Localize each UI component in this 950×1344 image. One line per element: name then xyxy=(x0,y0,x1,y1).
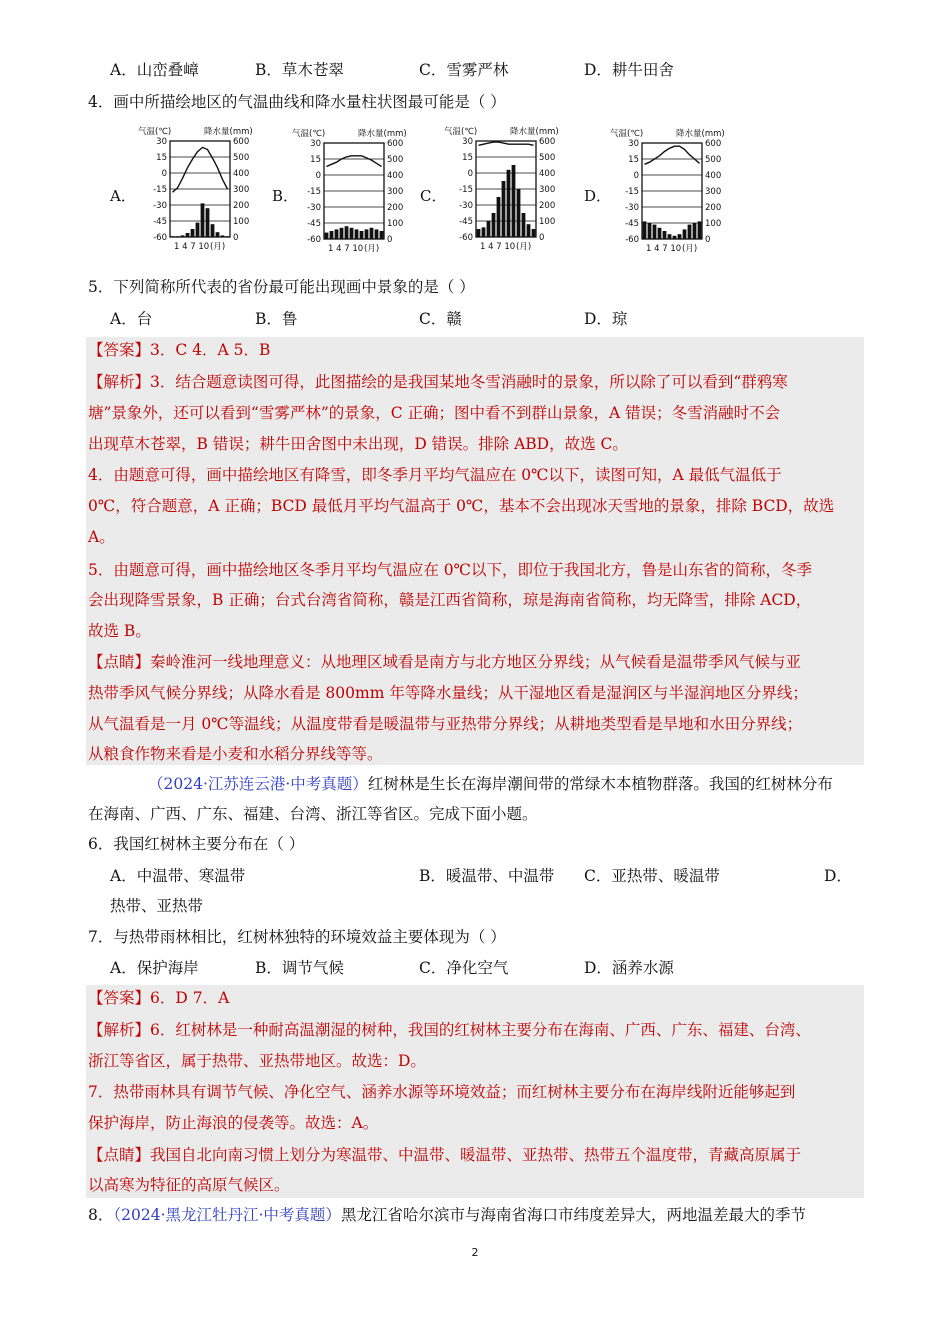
header-precip: 降水量(mm) xyxy=(676,129,725,139)
precip-bar xyxy=(340,228,344,239)
precip-bar xyxy=(201,203,205,237)
header-precip: 降水量(mm) xyxy=(204,127,253,137)
precip-bar xyxy=(673,236,677,239)
y-tick-temp: 30 xyxy=(310,139,321,149)
precip-bar xyxy=(345,226,349,239)
y-tick-precip: 400 xyxy=(233,169,250,179)
precip-bar xyxy=(186,233,190,237)
q4-question: 4．画中所描绘地区的气温曲线和降水量柱状图最可能是（ ） xyxy=(88,93,506,111)
y-tick-precip: 600 xyxy=(705,139,722,149)
precip-bar xyxy=(532,229,536,237)
precip-bar xyxy=(330,231,334,239)
analysis-line: 【解析】6．红树林是一种耐高温潮湿的树种，我国的红树林主要分布在海南、广西、广东、福建、台湾、 xyxy=(88,1021,811,1039)
comment-line: 从气温看是一月 0℃等温线；从温度带看是暖温带与亚热带分界线；从耕地类型看是旱地和水田分界线； xyxy=(88,715,803,733)
y-tick-precip: 0 xyxy=(387,235,393,245)
y-tick-precip: 200 xyxy=(233,201,250,211)
page-number: 2 xyxy=(471,1246,479,1259)
source-tag: （2024·黑龙江牡丹江·中考真题） xyxy=(113,1206,341,1224)
y-tick-precip: 300 xyxy=(705,187,722,197)
precip-bar xyxy=(206,208,210,237)
y-tick-precip: 500 xyxy=(539,153,556,163)
y-tick-temp: 0 xyxy=(315,171,321,181)
precip-bar xyxy=(653,225,657,239)
x-ticks: 1 4 7 10 xyxy=(480,242,516,252)
y-tick-temp: 0 xyxy=(161,169,167,179)
analysis-line: 会出现降雪景象，B 正确；台式台湾省简称，赣是江西省简称，琼是海南省简称，均无降雪，排除 ACD， xyxy=(88,591,812,609)
q6-option-d-text: 热带、亚热带 xyxy=(110,897,204,915)
q5-option-b: B．鲁 xyxy=(255,310,298,328)
y-tick-temp: 30 xyxy=(462,137,473,147)
comment-line: 以高寒为特征的高原气候区。 xyxy=(88,1176,290,1194)
precip-bar xyxy=(522,213,526,237)
analysis-line: 【解析】3．结合题意读图可得，此图描绘的是我国某地冬雪消融时的景象，所以除了可以看到“群鸦寒 xyxy=(88,373,788,391)
precip-bar xyxy=(335,229,339,239)
y-tick-temp: -60 xyxy=(625,235,639,245)
precip-bar xyxy=(171,236,175,237)
y-tick-temp: -30 xyxy=(307,203,321,213)
q6-question: 6．我国红树林主要分布在（ ） xyxy=(88,835,305,853)
y-tick-temp: -15 xyxy=(459,185,473,195)
analysis-line: 故选 B。 xyxy=(88,622,151,640)
q7-option-c: C．净化空气 xyxy=(419,959,509,977)
precip-bar xyxy=(668,234,672,239)
comment-line: 从粮食作物来看是小麦和水稻分界线等等。 xyxy=(88,745,383,763)
precip-bar xyxy=(507,170,511,237)
precip-bar xyxy=(226,236,230,237)
y-tick-temp: 15 xyxy=(156,153,167,163)
precip-bar xyxy=(517,189,521,237)
y-tick-precip: 200 xyxy=(705,203,722,213)
precip-bar xyxy=(375,229,379,239)
q8-question xyxy=(88,1205,806,1225)
y-tick-temp: 0 xyxy=(633,171,639,181)
precip-bar xyxy=(688,225,692,239)
temperature-line xyxy=(479,142,534,145)
y-tick-temp: 30 xyxy=(628,139,639,149)
precip-bar xyxy=(663,231,667,239)
y-tick-precip: 500 xyxy=(705,155,722,165)
precip-bar xyxy=(325,233,329,239)
temperature-line xyxy=(173,147,228,192)
y-tick-precip: 0 xyxy=(539,233,545,243)
analysis-line: 7．热带雨林具有调节气候、净化空气、涵养水源等环境效益；而红树林主要分布在海岸线附近能够起到 xyxy=(88,1083,796,1101)
x-unit: (月) xyxy=(210,242,226,252)
y-tick-temp: -15 xyxy=(307,187,321,197)
precip-bar xyxy=(497,197,501,237)
y-tick-temp: 15 xyxy=(462,153,473,163)
temperature-line xyxy=(327,156,382,167)
y-tick-temp: -60 xyxy=(459,233,473,243)
y-tick-precip: 100 xyxy=(539,217,556,227)
q3-option-b: B．草木苍翠 xyxy=(255,61,344,79)
q6-option-a: A．中温带、寒温带 xyxy=(110,867,246,885)
q6-option-c: C．亚热带、暖温带 xyxy=(584,867,720,885)
y-tick-temp: -60 xyxy=(307,235,321,245)
y-tick-precip: 500 xyxy=(387,155,404,165)
y-tick-temp: 15 xyxy=(628,155,639,165)
y-tick-temp: -15 xyxy=(625,187,639,197)
q6-option-d: D． xyxy=(824,867,852,885)
q7-option-b: B．调节气候 xyxy=(255,959,344,977)
precip-bar xyxy=(487,221,491,237)
x-unit: (月) xyxy=(682,244,698,254)
y-tick-temp: -60 xyxy=(153,233,167,243)
y-tick-temp: -45 xyxy=(459,217,473,227)
climate-chart-c xyxy=(444,124,579,260)
header-precip: 降水量(mm) xyxy=(510,127,559,137)
climate-chart-a xyxy=(138,124,273,260)
precip-bar xyxy=(482,227,486,237)
y-tick-temp: 15 xyxy=(310,155,321,165)
precip-bar xyxy=(370,228,374,239)
comment-line: 【点睛】我国自北向南习惯上划分为寒温带、中温带、暖温带、亚热带、热带五个温度带，青藏高原属于 xyxy=(88,1146,802,1164)
y-tick-temp: -30 xyxy=(153,201,167,211)
y-tick-precip: 0 xyxy=(705,235,711,245)
header-temp: 气温(℃) xyxy=(292,129,326,139)
x-unit: (月) xyxy=(516,242,532,252)
precip-bar xyxy=(221,235,225,237)
precip-bar xyxy=(683,229,687,239)
q5-question: 5．下列简称所代表的省份最可能出现画中景象的是（ ） xyxy=(88,278,475,296)
y-tick-precip: 0 xyxy=(233,233,239,243)
q8-number: 8． xyxy=(88,1206,114,1224)
y-tick-precip: 200 xyxy=(539,201,556,211)
climate-chart-b xyxy=(292,126,427,262)
q6-option-b: B．暖温带、中温带 xyxy=(419,867,555,885)
precip-bar xyxy=(698,221,702,239)
y-tick-temp: 30 xyxy=(156,137,167,147)
q5-option-c: C．赣 xyxy=(419,310,462,328)
q8-text: 黑龙江省哈尔滨市与海南省海口市纬度差异大，两地温差最大的季节 xyxy=(340,1206,806,1224)
y-tick-temp: -30 xyxy=(625,203,639,213)
precip-bar xyxy=(658,228,662,239)
q7-option-d: D．涵养水源 xyxy=(584,959,674,977)
y-tick-temp: -45 xyxy=(153,217,167,227)
precip-bar xyxy=(365,229,369,239)
precip-bar xyxy=(181,235,185,237)
analysis-line: 0℃，符合题意，A 正确；BCD 最低月平均气温高于 0℃，基本不会出现冰天雪地的景象，排除 BCD，故选 xyxy=(88,497,835,515)
precip-bar xyxy=(693,223,697,239)
answer-line: 【答案】3．C 4．A 5．B xyxy=(88,341,271,359)
y-tick-precip: 100 xyxy=(233,217,250,227)
climate-chart-d xyxy=(610,126,745,262)
y-tick-precip: 500 xyxy=(233,153,250,163)
analysis-line: A。 xyxy=(88,528,115,546)
precip-bar xyxy=(492,213,496,237)
x-unit: (月) xyxy=(364,244,380,254)
precip-bar xyxy=(355,229,359,239)
y-tick-precip: 200 xyxy=(387,203,404,213)
y-tick-temp: 0 xyxy=(467,169,473,179)
precip-bar xyxy=(196,223,200,237)
precip-bar xyxy=(502,181,506,237)
q4-label-c: C． xyxy=(420,187,447,205)
precip-bar xyxy=(643,221,647,239)
y-tick-precip: 600 xyxy=(387,139,404,149)
intro-q6-cont: 在海南、广西、广东、福建、台湾、浙江等省区。完成下面小题。 xyxy=(88,805,538,823)
y-tick-precip: 400 xyxy=(387,171,404,181)
q4-label-b: B． xyxy=(272,187,299,205)
y-tick-precip: 600 xyxy=(233,137,250,147)
y-tick-temp: -15 xyxy=(153,185,167,195)
precip-bar xyxy=(678,234,682,239)
precip-bar xyxy=(176,236,180,237)
analysis-line: 5．由题意可得，画中描绘地区冬季月平均气温应在 0℃以下，即位于我国北方，鲁是山东省的简称，冬季 xyxy=(88,561,812,579)
y-tick-precip: 400 xyxy=(705,171,722,181)
precip-bar xyxy=(191,229,195,237)
precip-bar xyxy=(211,224,215,237)
intro-text: 红树林是生长在海岸潮间带的常绿木本植物群落。我国的红树林分布 xyxy=(367,775,833,793)
q3-option-a: A．山峦叠嶂 xyxy=(110,61,199,79)
intro-q6 xyxy=(148,774,833,794)
source-tag: （2024·江苏连云港·中考真题） xyxy=(148,775,368,793)
precip-bar xyxy=(477,229,481,237)
header-temp: 气温(℃) xyxy=(138,127,172,137)
precip-bar xyxy=(527,224,531,237)
q4-label-a: A． xyxy=(110,187,136,205)
x-ticks: 1 4 7 10 xyxy=(328,244,364,254)
precip-bar xyxy=(360,231,364,239)
y-tick-precip: 300 xyxy=(539,185,556,195)
header-temp: 气温(℃) xyxy=(610,129,644,139)
analysis-line: 4．由题意可得，画中描绘地区有降雪，即冬季月平均气温应在 0℃以下，读图可知，A 最低气温低于 xyxy=(88,466,782,484)
comment-line: 【点睛】秦岭淮河一线地理意义：从地理区域看是南方与北方地区分界线；从气候看是温带季风气候与亚 xyxy=(88,653,802,671)
y-tick-temp: -45 xyxy=(625,219,639,229)
q3-option-d: D．耕牛田舍 xyxy=(584,61,674,79)
y-tick-precip: 400 xyxy=(539,169,556,179)
q7-option-a: A．保护海岸 xyxy=(110,959,199,977)
q3-option-c: C．雪雾严林 xyxy=(419,61,509,79)
header-precip: 降水量(mm) xyxy=(358,129,407,139)
analysis-line: 保护海岸，防止海浪的侵袭等。故选：A。 xyxy=(88,1114,379,1132)
header-temp: 气温(℃) xyxy=(444,127,478,137)
y-tick-precip: 100 xyxy=(705,219,722,229)
x-ticks: 1 4 7 10 xyxy=(646,244,682,254)
q5-option-d: D．琼 xyxy=(584,310,628,328)
precip-bar xyxy=(216,232,220,237)
analysis-line: 出现草木苍翠，B 错误；耕牛田舍图中未出现，D 错误。排除 ABD，故选 C。 xyxy=(88,435,628,453)
temperature-line xyxy=(645,146,700,164)
y-tick-temp: -45 xyxy=(307,219,321,229)
answer-line: 【答案】6．D 7．A xyxy=(88,989,230,1007)
analysis-line: 塘”景象外，还可以看到“雪雾严林”的景象，C 正确；图中看不到群山景象，A 错误；冬雪消融时不会 xyxy=(88,404,781,422)
y-tick-precip: 300 xyxy=(387,187,404,197)
comment-line: 热带季风气候分界线；从降水看是 800mm 年等降水量线；从干湿地区看是湿润区与半湿润地区分界线； xyxy=(88,684,808,702)
precip-bar xyxy=(380,231,384,239)
y-tick-precip: 100 xyxy=(387,219,404,229)
q7-question: 7．与热带雨林相比，红树林独特的环境效益主要体现为（ ） xyxy=(88,928,506,946)
y-tick-precip: 300 xyxy=(233,185,250,195)
q5-option-a: A．台 xyxy=(110,310,153,328)
precip-bar xyxy=(350,228,354,239)
y-tick-temp: -30 xyxy=(459,201,473,211)
analysis-line: 浙江等省区，属于热带、亚热带地区。故选：D。 xyxy=(88,1052,426,1070)
q4-label-d: D． xyxy=(584,187,612,205)
precip-bar xyxy=(512,165,516,237)
precip-bar xyxy=(648,223,652,239)
y-tick-precip: 600 xyxy=(539,137,556,147)
x-ticks: 1 4 7 10 xyxy=(174,242,210,252)
